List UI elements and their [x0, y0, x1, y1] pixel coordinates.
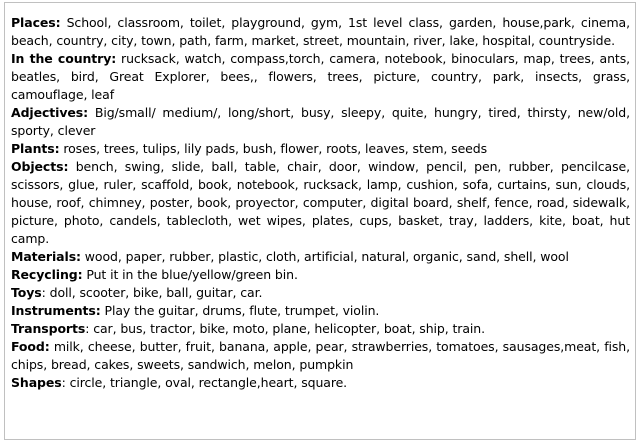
- entry-in-the-country: [11, 50, 630, 104]
- entry-text: : doll, scooter, bike, ball, guitar, car.: [41, 285, 263, 300]
- entry-label: Objects:: [11, 159, 69, 174]
- vocabulary-sheet: [4, 2, 636, 440]
- entry-text: Play the guitar, drums, flute, trumpet, violin.: [100, 303, 380, 318]
- entry-plants: [11, 140, 630, 158]
- entry-label: Food:: [11, 339, 50, 354]
- entry-label: Transports: [11, 321, 86, 336]
- entry-transports: [11, 320, 630, 338]
- entry-toys: [11, 284, 630, 302]
- entry-text: Big/small/ medium/, long/short, busy, sleepy, quite, hungry, tired, thirsty, new/old, sporty, clever: [11, 105, 630, 138]
- entry-food: [11, 338, 630, 374]
- entry-materials: [11, 248, 630, 266]
- vocabulary-list: [11, 14, 630, 392]
- entry-label: Places:: [11, 15, 61, 30]
- entry-label: In the country:: [11, 51, 117, 66]
- entry-label: Plants:: [11, 141, 60, 156]
- entry-places: [11, 14, 630, 50]
- entry-text: milk, cheese, butter, fruit, banana, apple, pear, strawberries, tomatoes, sausages,meat, fish, chips, bread, cakes, sweets, sandwich, melon, pumpkin: [11, 339, 630, 372]
- entry-instruments: [11, 302, 630, 320]
- entry-text: : circle, triangle, oval, rectangle,heart, square.: [61, 375, 348, 390]
- entry-label: Instruments:: [11, 303, 101, 318]
- entry-text: School, classroom, toilet, playground, gym, 1st level class, garden, house,park, cinema, beach, country, city, town, path, farm, market, street, mountain, river, lake, hospital, countryside.: [11, 15, 630, 48]
- entry-label: Recycling:: [11, 267, 83, 282]
- entry-label: Materials:: [11, 249, 81, 264]
- entry-adjectives: [11, 104, 630, 140]
- entry-label: Adjectives:: [11, 105, 89, 120]
- entry-text: : car, bus, tractor, bike, moto, plane, helicopter, boat, ship, train.: [85, 321, 485, 336]
- entry-text: rucksack, watch, compass,torch, camera, notebook, binoculars, map, trees, ants, beatles, bird, Great Explorer, bees,, flowers, trees, picture, country, park, insects, grass, camouflage, leaf: [11, 51, 630, 102]
- entry-text: Put it in the blue/yellow/green bin.: [82, 267, 298, 282]
- entry-recycling: [11, 266, 630, 284]
- entry-text: wood, paper, rubber, plastic, cloth, artificial, natural, organic, sand, shell, wool: [80, 249, 569, 264]
- entry-text: bench, swing, slide, ball, table, chair, door, window, pencil, pen, rubber, pencilcase, scissors, glue, ruler, scaffold, book, notebook, rucksack, lamp, cushion, sofa, curtains, sun, clouds, house, roof, chimney, poster, book, proyector, computer, digital board, shelf, fence, road, sidewalk, picture, photo, candels, tablecloth, wet wipes, plates, cups, basket, tray, ladders, kite, boat, hut camp.: [11, 159, 630, 246]
- entry-text: roses, trees, tulips, lily pads, bush, flower, roots, leaves, stem, seeds: [59, 141, 488, 156]
- entry-objects: [11, 158, 630, 248]
- entry-label: Toys: [11, 285, 42, 300]
- entry-shapes: [11, 374, 630, 392]
- entry-label: Shapes: [11, 375, 62, 390]
